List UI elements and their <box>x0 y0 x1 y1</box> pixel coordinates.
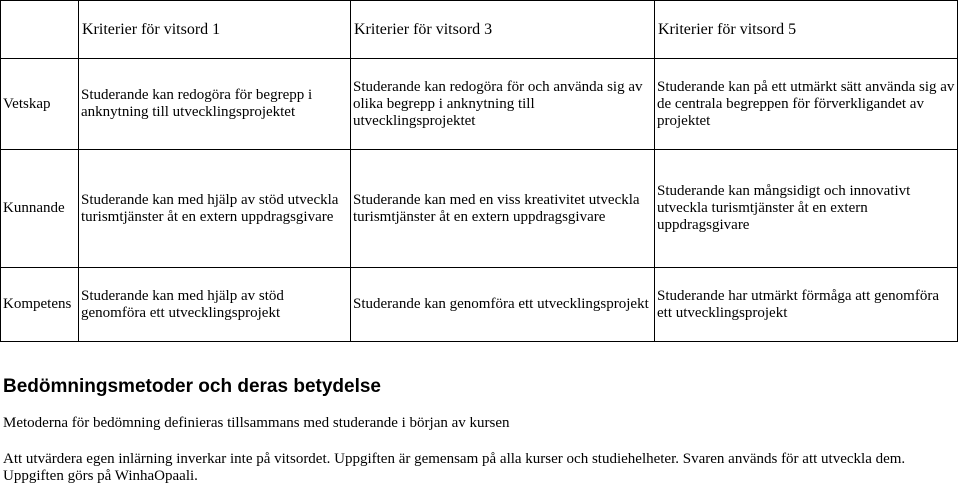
assessment-paragraph-2: Att utvärdera egen inlärning inverkar inte på vitsordet. Uppgiften är gemensam på alla kurser och studiehelheter. Svaren används för att utveckla dem. Uppgiften görs på WinhaOpaali. <box>3 451 906 484</box>
header-empty-cell <box>1 1 79 59</box>
criteria-header-row <box>1 1 958 59</box>
row-label-vetskap: Vetskap <box>1 59 79 150</box>
row-label-kunnande: Kunnande <box>1 150 79 268</box>
criteria-row-vetskap <box>1 59 958 150</box>
cell-kompetens-grade-5: Studerande har utmärkt förmåga att genomföra ett utvecklingsprojekt <box>655 268 958 342</box>
header-grade-3: Kriterier för vitsord 3 <box>351 1 655 59</box>
cell-kunnande-grade-5: Studerande kan mångsidigt och innovativt utveckla turismtjänster åt en extern uppdragsgivare <box>655 150 958 268</box>
assessment-heading: Bedömningsmetoder och deras betydelse <box>3 376 381 397</box>
cell-kompetens-grade-3: Studerande kan genomföra ett utvecklingsprojekt <box>351 268 655 342</box>
cell-kunnande-grade-1: Studerande kan med hjälp av stöd utveckla turismtjänster åt en extern uppdragsgivare <box>79 150 351 268</box>
criteria-row-kunnande <box>1 150 958 268</box>
assessment-paragraph-1: Metoderna för bedömning definieras tillsammans med studerande i början av kursen <box>3 415 510 431</box>
row-label-kompetens: Kompetens <box>1 268 79 342</box>
cell-vetskap-grade-3: Studerande kan redogöra för och använda sig av olika begrepp i anknytning till utvecklingsprojektet <box>351 59 655 150</box>
header-grade-1: Kriterier för vitsord 1 <box>79 1 351 59</box>
cell-kompetens-grade-1: Studerande kan med hjälp av stöd genomföra ett utvecklingsprojekt <box>79 268 351 342</box>
cell-vetskap-grade-5: Studerande kan på ett utmärkt sätt använda sig av de centrala begreppen för förverkligandet av projektet <box>655 59 958 150</box>
cell-kunnande-grade-3: Studerande kan med en viss kreativitet utveckla turismtjänster åt en extern uppdragsgivare <box>351 150 655 268</box>
cell-vetskap-grade-1: Studerande kan redogöra för begrepp i anknytning till utvecklingsprojektet <box>79 59 351 150</box>
criteria-row-kompetens <box>1 268 958 342</box>
header-grade-5: Kriterier för vitsord 5 <box>655 1 958 59</box>
